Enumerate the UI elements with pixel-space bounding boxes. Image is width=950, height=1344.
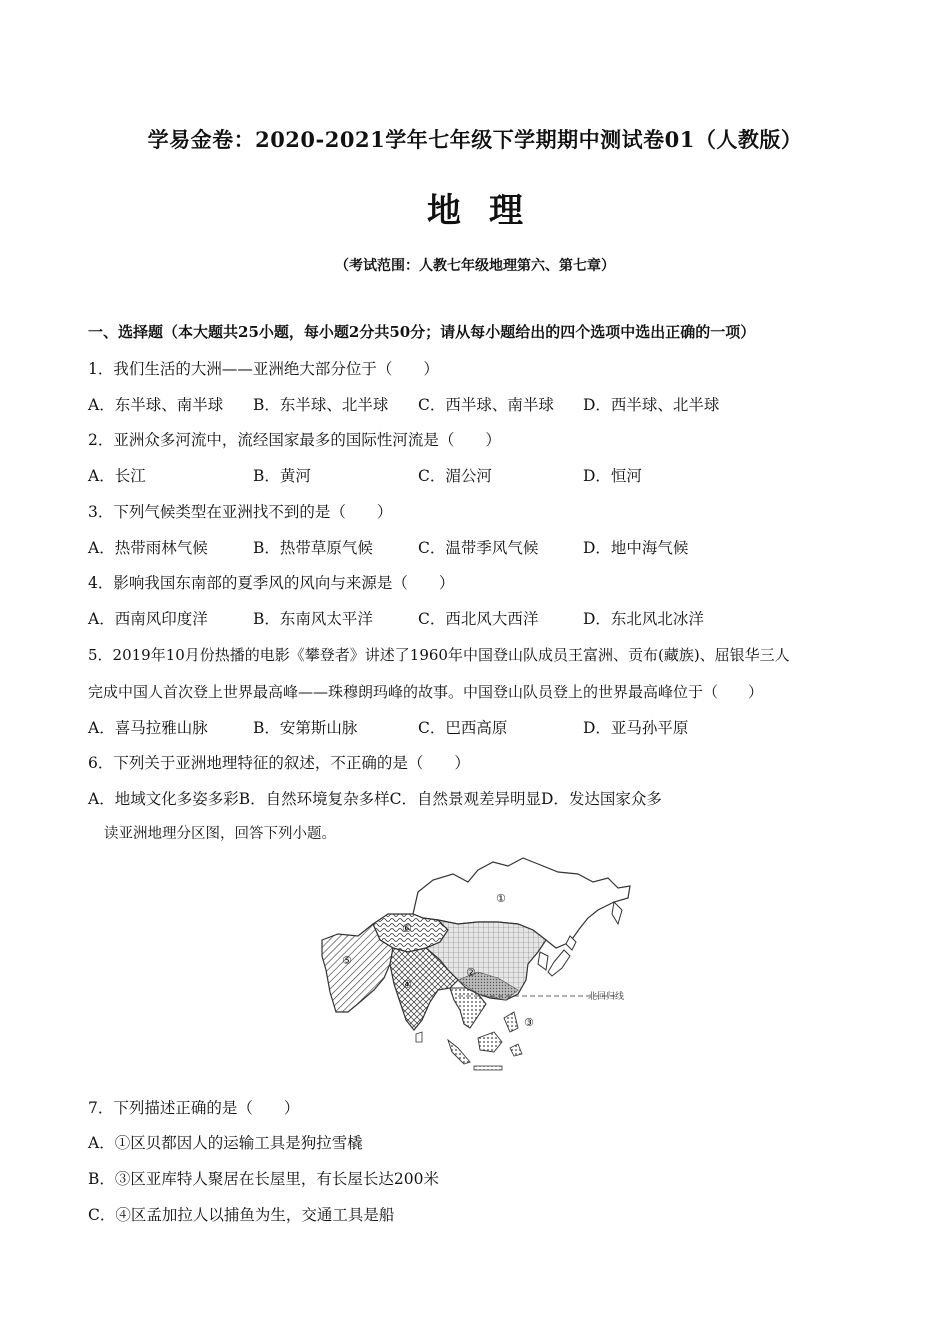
region-label-1: ① — [496, 892, 506, 905]
option-c: C．温带季风气候 — [418, 539, 539, 557]
option-c: C．西北风大西洋 — [418, 610, 539, 628]
question-7-stem: 7．下列描述正确的是（ ） — [88, 1099, 300, 1117]
option-c: C．巴西高原 — [418, 719, 508, 737]
option-a: A．东半球、南半球 — [88, 396, 224, 414]
option-d: D．恒河 — [583, 467, 642, 485]
asia-region-map — [318, 852, 654, 1080]
map-intro: 读亚洲地理分区图，回答下列小题。 — [104, 827, 336, 843]
exam-scope: （考试范围：人教七年级地理第六、第七章） — [335, 258, 615, 274]
subject-title: 地理 — [427, 191, 551, 231]
question-7-option-c: C．④区孟加拉人以捕鱼为生，交通工具是船 — [88, 1206, 395, 1224]
region-label-4: ④ — [402, 978, 412, 991]
question-6-options: A．地域文化多姿多彩B．自然环境复杂多样C．自然景观差异明显D．发达国家众多 — [88, 790, 662, 808]
question-4-stem: 4．影响我国东南部的夏季风的风向与来源是（ ） — [88, 574, 455, 592]
tropic-of-cancer-label: 北回归线 — [588, 992, 625, 1002]
option-d: D．东北风北冰洋 — [583, 610, 704, 628]
option-b: B．安第斯山脉 — [253, 719, 358, 737]
option-a: A．热带雨林气候 — [88, 539, 208, 557]
section-heading: 一、选择题（本大题共25小题，每小题2分共50分；请从每小题给出的四个选项中选出正确的一项） — [88, 323, 756, 341]
option-b: B．热带草原气候 — [253, 539, 373, 557]
option-d: D．地中海气候 — [583, 539, 689, 557]
option-c: C．西半球、南半球 — [418, 396, 554, 414]
option-d: D．亚马孙平原 — [583, 719, 689, 737]
option-d: D．西半球、北半球 — [583, 396, 720, 414]
option-a: A．喜马拉雅山脉 — [88, 719, 208, 737]
option-b: B．黄河 — [253, 467, 311, 485]
option-a: A．西南风印度洋 — [88, 610, 208, 628]
option-a: A．长江 — [88, 467, 146, 485]
question-6-stem: 6．下列关于亚洲地理特征的叙述，不正确的是（ ） — [88, 754, 470, 772]
option-b: B．东半球、北半球 — [253, 396, 389, 414]
question-5-stem-line2: 完成中国人首次登上世界最高峰——珠穆朗玛峰的故事。中国登山队员登上的世界最高峰位于（ ） — [88, 683, 764, 701]
page-title: 学易金卷：2020-2021学年七年级下学期期中测试卷01（人教版） — [147, 127, 803, 152]
question-5-stem-line1: 5．2019年10月份热播的电影《攀登者》讲述了1960年中国登山队成员王富洲、贡布(藏族)、屈银华三人 — [88, 646, 790, 664]
region-label-2: ② — [466, 966, 476, 979]
region-label-3: ③ — [524, 1016, 534, 1029]
option-b: B．东南风太平洋 — [253, 610, 373, 628]
question-2-stem: 2．亚洲众多河流中，流经国家最多的国际性河流是（ ） — [88, 431, 501, 449]
option-c: C．湄公河 — [418, 467, 492, 485]
question-7-option-b: B．③区亚库特人聚居在长屋里，有长屋长达200米 — [88, 1170, 439, 1188]
region-label-6: ⑥ — [402, 922, 412, 935]
question-1-stem: 1．我们生活的大洲——亚洲绝大部分位于（ ） — [88, 360, 439, 378]
question-3-stem: 3．下列气候类型在亚洲找不到的是（ ） — [88, 503, 393, 521]
question-7-option-a: A．①区贝都因人的运输工具是狗拉雪橇 — [88, 1134, 363, 1152]
region-label-5: ⑤ — [342, 954, 352, 967]
